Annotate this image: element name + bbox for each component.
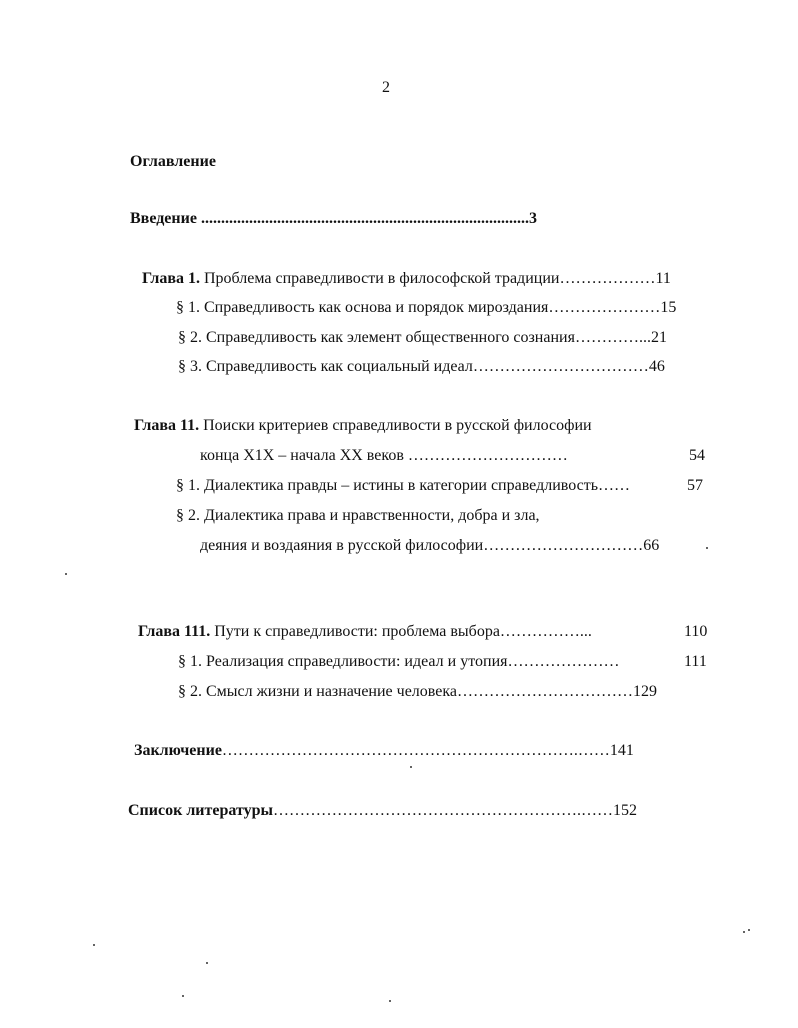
ch1-s3-text: § 3. Справедливость как социальный идеал <box>178 358 473 375</box>
scan-speck <box>410 766 412 768</box>
scan-speck <box>389 1000 391 1002</box>
ch2-s2-text-line1: § 2. Диалектика права и нравственности, добра и зла, <box>176 507 540 524</box>
ch3-s1-dots: ………………… <box>507 653 620 670</box>
toc-entry-ch2-s2 <box>176 506 540 526</box>
scan-speck <box>65 573 67 575</box>
chapter1-page: 11 <box>655 270 671 287</box>
conclusion-label: Заключение <box>134 742 222 759</box>
chapter1-title: Проблема справедливости в философской традиции <box>200 270 560 287</box>
chapter1-dots: ……………… <box>559 270 656 287</box>
toc-entry-ch1-s3 <box>178 357 665 377</box>
toc-entry-intro <box>130 209 537 229</box>
ch1-s3-dots: …………………………… <box>472 358 649 375</box>
toc-entry-ch3-s1 <box>178 652 619 672</box>
chapter3-page: 110 <box>684 623 708 640</box>
ch2-s1-text: § 1. Диалектика правды – истины в категории справедливость <box>176 477 598 494</box>
page-number: 2 <box>382 79 390 96</box>
scan-speck <box>748 929 750 931</box>
bibliography-dots: ………………………………………………….…… <box>273 802 613 819</box>
scan-speck <box>93 944 95 946</box>
scan-speck <box>743 931 745 933</box>
chapter2-title-line2: конца Х1Х – начала ХХ веков <box>200 447 404 464</box>
ch2-s1-dots: …… <box>598 477 630 494</box>
toc-entry-chapter1 <box>142 269 671 289</box>
ch1-s2-page: 21 <box>650 329 667 346</box>
toc-heading: Оглавление <box>130 153 216 170</box>
chapter3-dots: ……………... <box>499 623 592 640</box>
conclusion-page: 141 <box>609 742 634 759</box>
chapter2-dots: ………………………… <box>407 447 568 464</box>
toc-entry-ch1-s1 <box>176 298 676 318</box>
toc-entry-chapter2 <box>134 416 592 436</box>
scan-speck <box>706 547 708 549</box>
ch1-s1-text: § 1. Справедливость как основа и порядок мироздания <box>176 299 549 316</box>
ch3-s1-text: § 1. Реализация справедливости: идеал и утопия <box>178 653 508 670</box>
scan-speck <box>182 995 184 997</box>
toc-entry-bibliography <box>128 801 637 821</box>
intro-label: Введение <box>130 210 197 227</box>
chapter2-title-line1: Поиски критериев справедливости в русской философии <box>199 417 592 434</box>
toc-entry-conclusion <box>134 741 634 761</box>
toc-entry-ch2-s1 <box>176 476 630 496</box>
ch1-s1-page: 15 <box>660 299 677 316</box>
chapter1-prefix: Глава 1. <box>142 270 200 287</box>
chapter3-title: Пути к справедливости: проблема выбора <box>210 623 500 640</box>
bibliography-label: Список литературы <box>128 802 273 819</box>
ch2-s2-text-line2: деяния и воздаяния в русской философии <box>200 537 484 554</box>
ch2-s1-page: 57 <box>687 477 703 494</box>
toc-entry-ch2-s2-line2 <box>200 536 659 556</box>
ch1-s2-dots: …………... <box>574 329 651 346</box>
intro-page: 3 <box>528 210 537 227</box>
ch3-s1-page: 111 <box>684 653 707 670</box>
chapter2-prefix: Глава 11. <box>134 417 200 434</box>
toc-entry-chapter2-line2 <box>200 446 568 466</box>
ch2-s2-dots: ………………………… <box>483 537 644 554</box>
chapter3-prefix: Глава 111. <box>138 623 211 640</box>
ch3-s2-dots: …………………………… <box>456 683 633 700</box>
ch1-s2-text: § 2. Справедливость как элемент общественного сознания <box>178 329 575 346</box>
ch2-s2-page: 66 <box>643 537 660 554</box>
ch3-s2-page: 129 <box>632 683 657 700</box>
toc-entry-ch3-s2 <box>178 682 657 702</box>
ch1-s3-page: 46 <box>648 358 665 375</box>
scan-speck <box>206 962 208 964</box>
ch3-s2-text: § 2. Смысл жизни и назначение человека <box>178 683 457 700</box>
toc-entry-ch1-s2 <box>178 328 667 348</box>
ch1-s1-dots: ………………… <box>548 299 661 316</box>
intro-dots: .................................................................................. <box>196 210 529 227</box>
bibliography-page: 152 <box>613 802 637 819</box>
chapter2-page: 54 <box>689 447 705 464</box>
toc-entry-chapter3 <box>138 622 592 642</box>
conclusion-dots: ………………………………………………………….…… <box>221 742 610 759</box>
